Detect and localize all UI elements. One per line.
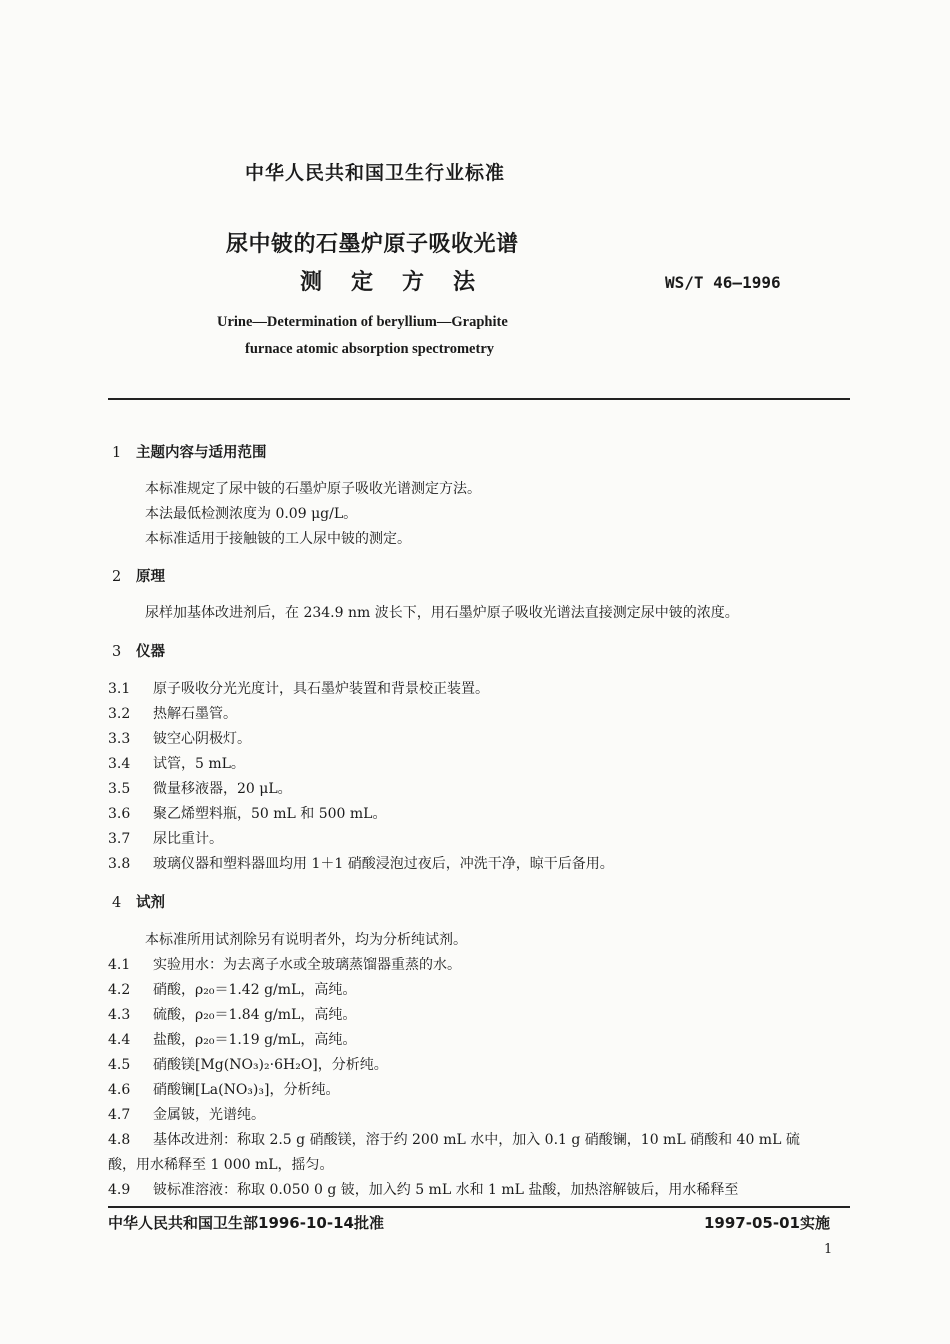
list-item [108,728,251,748]
item-text: 基体改进剂：称取 2.5 g 硝酸镁，溶于约 200 mL 水中，加入 0.1 g 硝酸镧，10 mL 硝酸和 40 mL 硫 [153,1132,800,1148]
list-item [108,1104,265,1124]
item-number: 3.7 [108,831,131,847]
section-number: 4 [112,895,122,911]
item-text: 金属铍，光谱纯。 [153,1107,265,1123]
document-title-line2: 测定方法 [300,270,505,295]
section-1-heading [112,441,267,462]
section-4-heading [112,891,165,912]
item-text: 试管，5 mL。 [153,756,245,772]
item-text: 硝酸镧[La(NO₃)₃]，分析纯。 [153,1082,340,1098]
header-divider [108,398,850,400]
list-item [108,979,356,999]
item-text: 实验用水：为去离子水或全玻璃蒸馏器重蒸的水。 [153,957,461,973]
list-item [108,828,223,848]
list-item [108,753,245,773]
section-title: 仪器 [136,644,165,660]
list-item [108,778,292,798]
item-number: 4.9 [108,1182,131,1198]
list-item [108,1054,388,1074]
footer-divider [108,1206,850,1208]
item-text: 尿比重计。 [153,831,223,847]
item-number: 4.8 [108,1132,131,1148]
item-number: 4.7 [108,1107,131,1123]
list-item [108,1179,738,1199]
list-item [108,803,386,823]
paragraph: 本标准所用试剂除另有说明者外，均为分析纯试剂。 [145,932,467,948]
list-item [108,1129,800,1149]
paragraph: 本标准适用于接触铍的工人尿中铍的测定。 [145,531,411,547]
item-number: 4.5 [108,1057,131,1073]
item-text: 硝酸镁[Mg(NO₃)₂·6H₂O]，分析纯。 [153,1057,388,1073]
item-text: 微量移液器，20 μL。 [153,781,292,797]
section-number: 1 [112,445,122,461]
section-number: 3 [112,644,122,660]
english-title-line2: furnace atomic absorption spectrometry [245,341,494,357]
item-number: 4.3 [108,1007,131,1023]
item-text: 硝酸，ρ₂₀＝1.42 g/mL，高纯。 [153,982,357,998]
list-item [108,954,461,974]
standard-number: WS/T 46—1996 [665,273,781,292]
list-item [108,1029,356,1049]
paragraph: 本标准规定了尿中铍的石墨炉原子吸收光谱测定方法。 [145,481,481,497]
item-number: 3.1 [108,681,131,697]
item-text: 铍标准溶液：称取 0.050 0 g 铍，加入约 5 mL 水和 1 mL 盐酸，加热溶解铍后，用水稀释至 [153,1182,739,1198]
item-number: 4.2 [108,982,131,998]
item-text: 聚乙烯塑料瓶，50 mL 和 500 mL。 [153,806,387,822]
section-number: 2 [112,569,122,585]
item-number: 3.3 [108,731,131,747]
english-title-line1: Urine—Determination of beryllium—Graphite [217,314,508,330]
item-number: 3.6 [108,806,131,822]
item-number: 3.2 [108,706,131,722]
list-item [108,1004,356,1024]
list-item [108,703,237,723]
item-number: 3.8 [108,856,131,872]
item-text: 玻璃仪器和塑料器皿均用 1＋1 硝酸浸泡过夜后，冲洗干净，晾干后备用。 [153,856,614,872]
standard-category: 中华人民共和国卫生行业标准 [245,162,506,184]
section-title: 试剂 [136,895,165,911]
item-text: 硫酸，ρ₂₀＝1.84 g/mL，高纯。 [153,1007,357,1023]
item-text: 原子吸收分光光度计，具石墨炉装置和背景校正装置。 [153,681,489,697]
item-number: 3.5 [108,781,131,797]
paragraph: 尿样加基体改进剂后，在 234.9 nm 波长下，用石墨炉原子吸收光谱法直接测定尿中铍的浓度。 [145,605,739,621]
page-number: 1 [824,1242,833,1257]
item-text: 热解石墨管。 [153,706,237,722]
item-text: 铍空心阴极灯。 [153,731,251,747]
document-title-line1: 尿中铍的石墨炉原子吸收光谱 [226,232,519,257]
item-number: 4.6 [108,1082,131,1098]
section-3-heading [112,640,165,661]
section-2-heading [112,565,165,586]
list-item-continuation: 酸，用水稀释至 1 000 mL，摇匀。 [108,1157,334,1173]
effective-date: 1997-05-01实施 [704,1214,830,1232]
item-text: 盐酸，ρ₂₀＝1.19 g/mL，高纯。 [153,1032,357,1048]
item-number: 4.4 [108,1032,131,1048]
section-title: 原理 [136,569,165,585]
list-item [108,678,489,698]
paragraph: 本法最低检测浓度为 0.09 μg/L。 [145,506,358,522]
list-item [108,853,614,873]
list-item [108,1079,339,1099]
item-number: 4.1 [108,957,131,973]
section-title: 主题内容与适用范围 [136,445,267,461]
issue-info: 中华人民共和国卫生部1996-10-14批准 [108,1214,384,1232]
item-number: 3.4 [108,756,131,772]
